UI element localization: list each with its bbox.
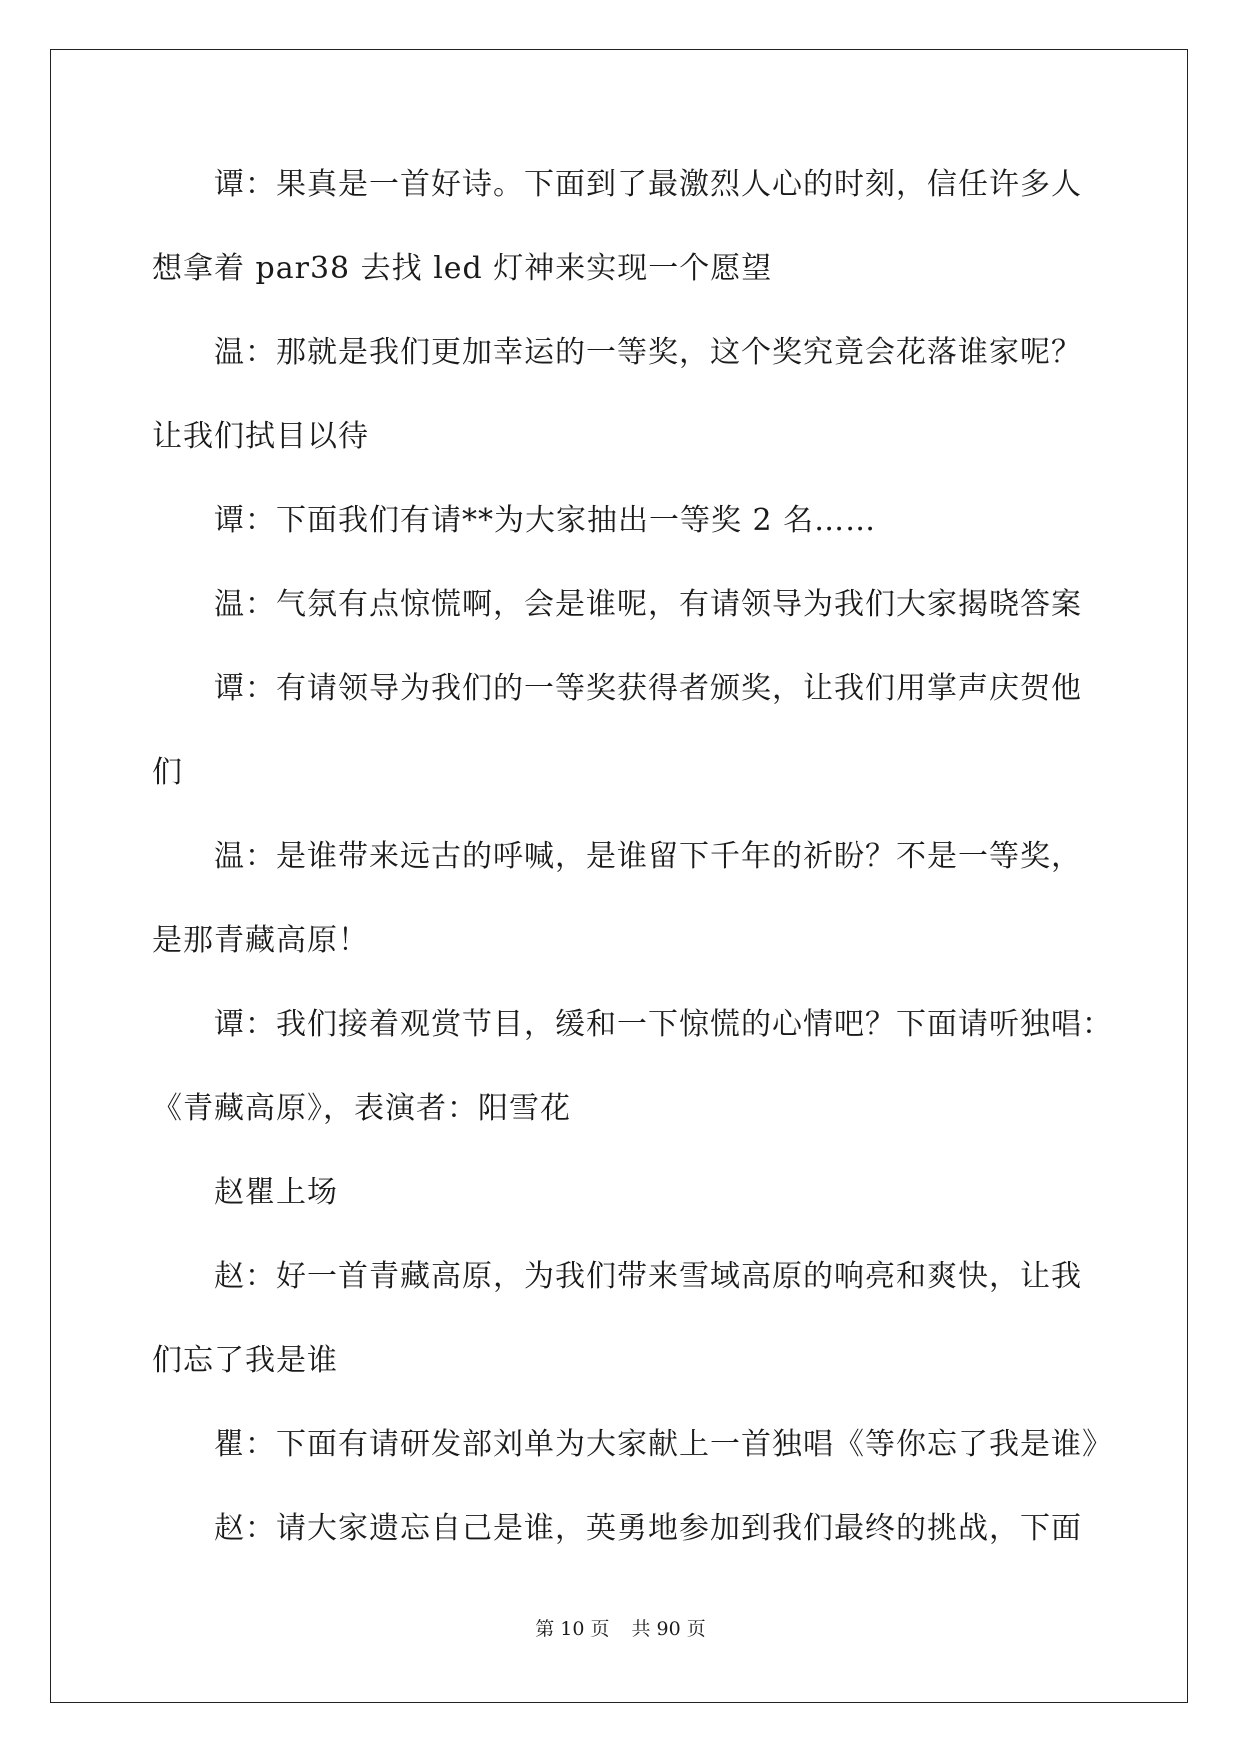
paragraph-line: 《青藏高原》，表演者：阳雪花 bbox=[152, 1091, 571, 1126]
paragraph-line: 们忘了我是谁 bbox=[152, 1343, 338, 1378]
paragraph-line: 赵：好一首青藏高原，为我们带来雪域高原的响亮和爽快，让我 bbox=[214, 1259, 1082, 1294]
page-footer bbox=[0, 1617, 1241, 1641]
page-total: 共 90 页 bbox=[631, 1618, 706, 1640]
paragraph-line: 想拿着 par38 去找 led 灯神来实现一个愿望 bbox=[152, 251, 773, 286]
paragraph-line: 温：那就是我们更加幸运的一等奖，这个奖究竟会花落谁家呢？ bbox=[214, 335, 1082, 370]
paragraph-line: 谭：我们接着观赏节目，缓和一下惊慌的心情吧？下面请听独唱： bbox=[214, 1007, 1113, 1042]
paragraph-line: 瞿：下面有请研发部刘单为大家献上一首独唱《等你忘了我是谁》 bbox=[214, 1427, 1113, 1462]
paragraph-line: 谭：果真是一首好诗。下面到了最激烈人心的时刻，信任许多人 bbox=[214, 167, 1082, 202]
paragraph-line: 温：是谁带来远古的呼喊，是谁留下千年的祈盼？不是一等奖， bbox=[214, 839, 1082, 874]
page-number: 第 10 页 bbox=[535, 1618, 610, 1640]
paragraph-line: 是那青藏高原！ bbox=[152, 923, 369, 958]
paragraph-line: 谭：下面我们有请**为大家抽出一等奖 2 名…… bbox=[214, 503, 877, 538]
paragraph-line: 们 bbox=[152, 755, 183, 790]
paragraph-line: 让我们拭目以待 bbox=[152, 419, 369, 454]
paragraph-line: 赵：请大家遗忘自己是谁，英勇地参加到我们最终的挑战，下面 bbox=[214, 1511, 1082, 1546]
paragraph-line: 温：气氛有点惊慌啊，会是谁呢，有请领导为我们大家揭晓答案 bbox=[214, 587, 1082, 622]
paragraph-line: 谭：有请领导为我们的一等奖获得者颁奖，让我们用掌声庆贺他 bbox=[214, 671, 1082, 706]
paragraph-line: 赵瞿上场 bbox=[214, 1175, 338, 1210]
